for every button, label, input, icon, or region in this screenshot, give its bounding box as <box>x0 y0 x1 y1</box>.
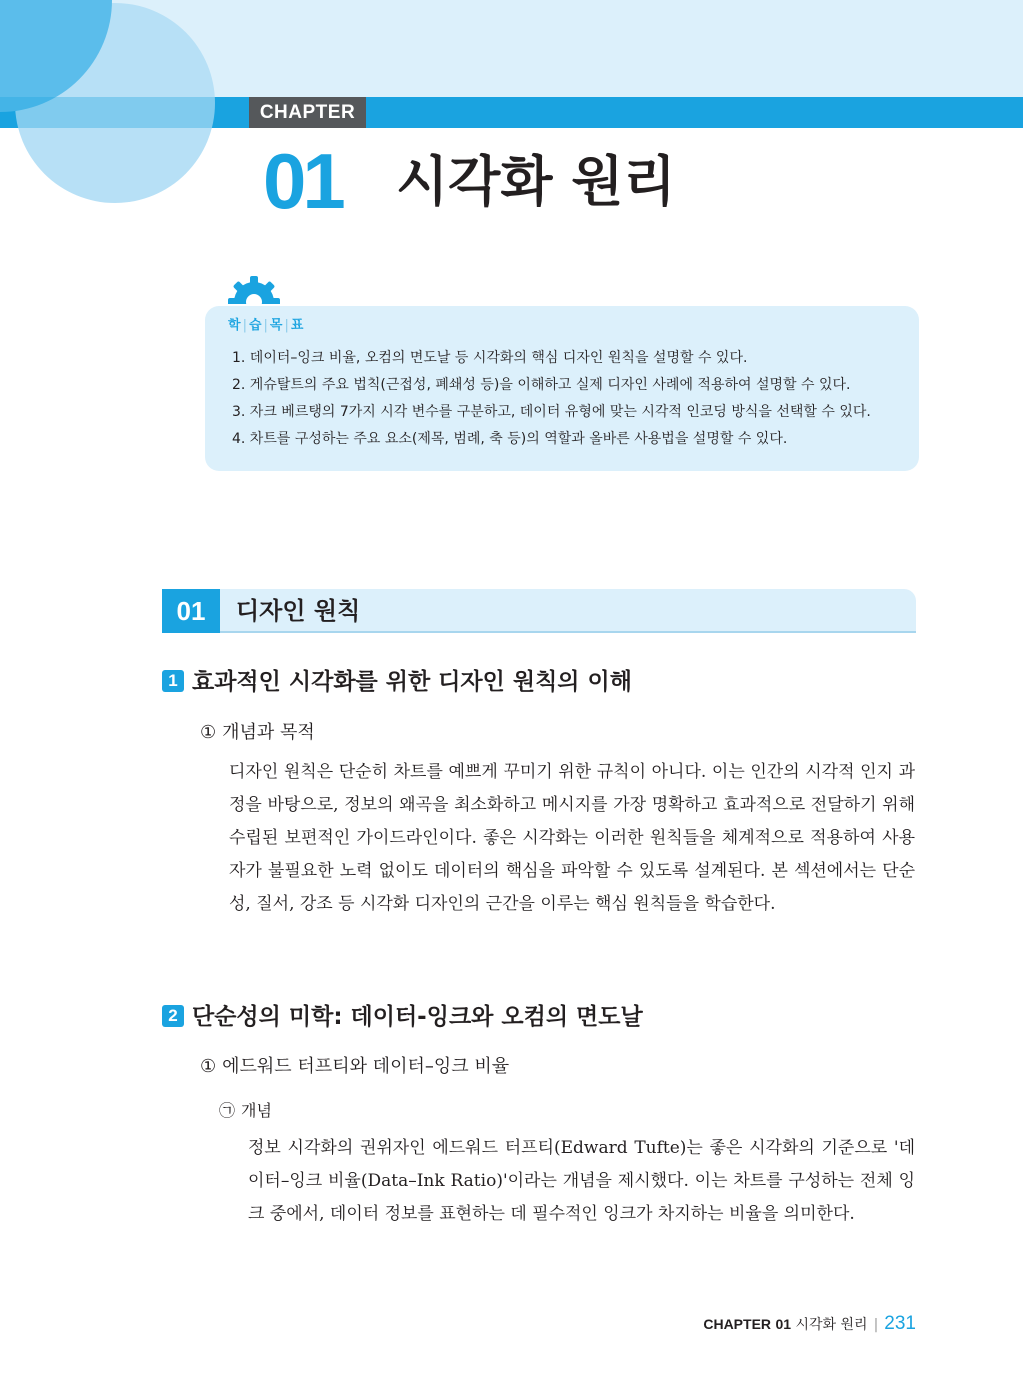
subsection-1-heading <box>162 666 632 698</box>
item-2-heading: ① 에드워드 터프티와 데이터–잉크 비율 <box>200 1056 510 1077</box>
chapter-tag: CHAPTER <box>249 97 366 128</box>
section-number: 01 <box>162 589 220 633</box>
subsection-1-badge: 1 <box>162 670 184 692</box>
goal-item: 2. 게슈탈트의 주요 법칙(근접성, 폐쇄성 등)을 이해하고 실제 디자인 사례에 적용하여 설명할 수 있다. <box>232 377 851 393</box>
goal-item: 4. 차트를 구성하는 주요 요소(제목, 범례, 축 등)의 역할과 올바른 사용법을 설명할 수 있다. <box>232 431 788 447</box>
learning-goals-label: 학 | 습 | 목 | 표 <box>228 318 304 333</box>
chapter-number: 01 <box>263 137 342 225</box>
page-number: 231 <box>884 1313 916 1334</box>
subsection-2-badge: 2 <box>162 1005 184 1027</box>
item-1-body: 디자인 원칙은 단순히 차트를 예쁘게 꾸미기 위한 규칙이 아니다. 이는 인간의 시각적 인지 과정을 바탕으로, 정보의 왜곡을 최소화하고 메시지를 가장 명확하고 효과적으로 전달하기 위해 수립된 보편적인 가이드라인이다. 좋은 시각화는 이러한 원칙들을 체계적으로 적용하여 사용자가 불필요한 노력 없이도 데이터의 핵심을 파악할 수 있도록 설계된다. 본 섹션에서는 단순성, 질서, 강조 등 시각화 디자인의 근간을 이루는 핵심 원칙들을 학습한다. <box>229 762 915 914</box>
item-1-heading: ① 개념과 목적 <box>200 722 315 743</box>
subsection-1-title: 효과적인 시각화를 위한 디자인 원칙의 이해 <box>192 669 632 695</box>
page-footer: CHAPTER 01 시각화 원리 | 231 <box>703 1313 916 1334</box>
subsection-2-title: 단순성의 미학: 데이터-잉크와 오컴의 면도날 <box>192 1004 643 1030</box>
subitem-body: 정보 시각화의 권위자인 에드워드 터프티(Edward Tufte)는 좋은 시각화의 기준으로 '데이터–잉크 비율(Data–Ink Ratio)'이라는 개념을 제시했다. 이는 차트를 구성하는 전체 잉크 중에서, 데이터 정보를 표현하는 데 필수적인 잉크가 차지하는 비율을 의미한다. <box>248 1138 915 1224</box>
subitem-heading: ㉠ 개념 <box>219 1101 272 1120</box>
learning-goals-list <box>232 345 871 453</box>
gear-icon <box>226 274 282 304</box>
goal-item: 3. 자크 베르탱의 7가지 시각 변수를 구분하고, 데이터 유형에 맞는 시각적 인코딩 방식을 선택할 수 있다. <box>232 404 871 420</box>
chapter-title: 시각화 원리 <box>396 150 676 213</box>
goal-item: 1. 데이터–잉크 비율, 오컴의 면도날 등 시각화의 핵심 디자인 원칙을 설명할 수 있다. <box>232 350 748 366</box>
section-title: 디자인 원칙 <box>236 597 361 625</box>
decorative-circles <box>0 0 230 230</box>
subsection-2-heading <box>162 1001 643 1033</box>
